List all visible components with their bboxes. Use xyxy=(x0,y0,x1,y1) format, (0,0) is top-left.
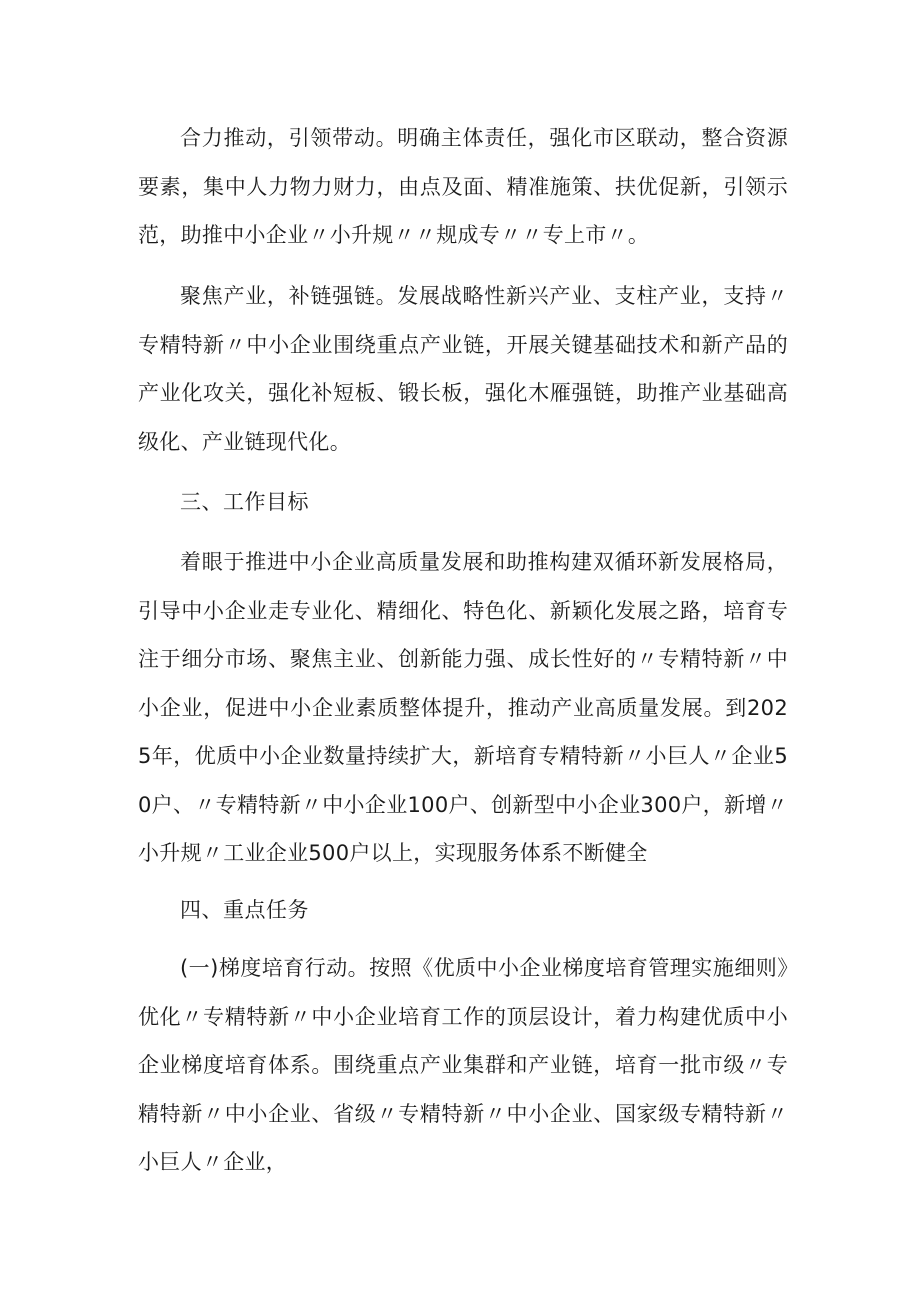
paragraph-work-goals: 着眼于推进中小企业高质量发展和助推构建双循环新发展格局，引导中小企业走专业化、精细化、特色化、新颖化发展之路，培育专注于细分市场、聚焦主业、创新能力强、成长性好的〃专精特新〃中小企业，促进中小企业素质整体提升，推动产业高质量发展。到2025年，优质中小企业数量持续扩大，新培育专精特新〃小巨人〃企业50户、〃专精特新〃中小企业100户、创新型中小企业300户，新增〃小升规〃工业企业500户以上，实现服务体系不断健全 xyxy=(138,550,788,865)
paragraph-joint-promotion: 合力推动，引领带动。明确主体责任，强化市区联动，整合资源要素，集中人力物力财力，由点及面、精准施策、扶优促新，引领示范，助推中小企业〃小升规〃〃规成专〃〃专上市〃。 xyxy=(138,126,788,247)
paragraph-industry-focus: 聚焦产业，补链强链。发展战略性新兴产业、支柱产业，支持〃专精特新〃中小企业围绕重点产业链，开展关键基础技术和新产品的产业化攻关，强化补短板、锻长板，强化木雁强链，助推产业基础高级化、产业链现代化。 xyxy=(138,284,788,454)
section-heading-key-tasks: 四、重点任务 xyxy=(180,898,309,922)
section-heading-work-goals: 三、工作目标 xyxy=(180,490,309,514)
paragraph-gradient-cultivation: (一)梯度培育行动。按照《优质中小企业梯度培育管理实施细则》优化〃专精特新〃中小企业培育工作的顶层设计，着力构建优质中小企业梯度培育体系。围绕重点产业集群和产业链，培育一批市级〃专精特新〃中小企业、省级〃专精特新〃中小企业、国家级专精特新〃小巨人〃企业， xyxy=(138,956,788,1174)
